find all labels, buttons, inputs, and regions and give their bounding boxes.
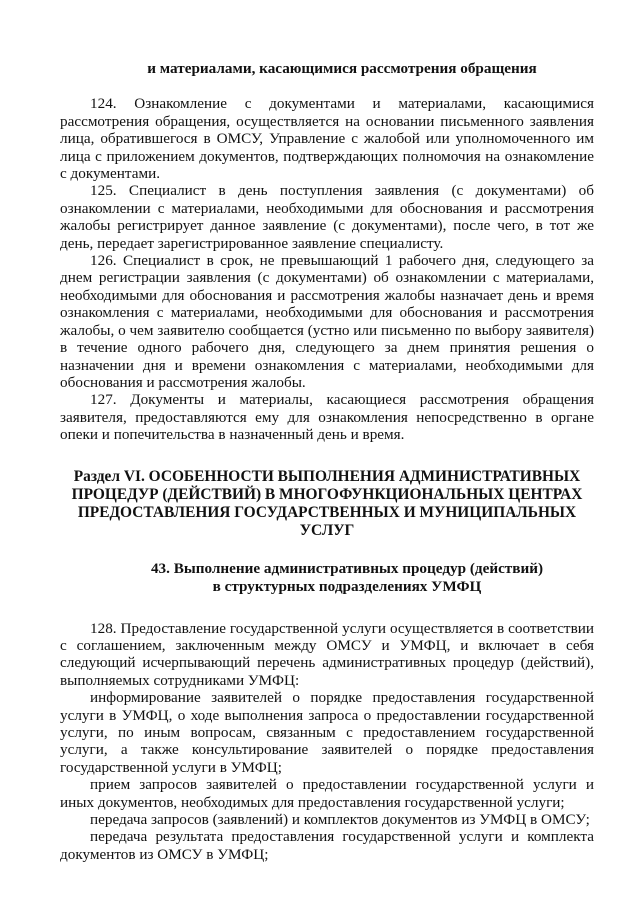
paragraph-124: 124. Ознакомление с документами и материалами, касающимися рассмотрения обращения, осуществляется на основании письменного заявления лица, обратившегося в ОМСУ, Управление с жалобой или уполномоченного им лица с приложением документов, подтверждающих полномочия на ознакомление с документами. (60, 95, 594, 183)
list-item: передача результата предоставления государственной услуги и комплекта документов из ОМСУ в УМФЦ; (60, 828, 594, 863)
section-title: Раздел VI. ОСОБЕННОСТИ ВЫПОЛНЕНИЯ АДМИНИСТРАТИВНЫХ ПРОЦЕДУР (ДЕЙСТВИЙ) В МНОГОФУНКЦИОНАЛЬНЫХ ЦЕНТРАХ ПРЕДОСТАВЛЕНИЯ ГОСУДАРСТВЕННЫХ И МУНИЦИПАЛЬНЫХ УСЛУГ (71, 467, 583, 539)
list-item: прием запросов заявителей о предоставлении государственной услуги и иных документов, необходимых для предоставления государственной услуги; (60, 776, 594, 811)
paragraph-126: 126. Специалист в срок, не превышающий 1 рабочего дня, следующего за днем регистрации заявления (с документами) об ознакомлении с материалами, необходимыми для обоснования и рассмотрения жалобы назначает день и время ознакомления с материалами, необходимыми для обоснования и рассмотрения жалобы, о чем заявителю сообщается (устно или письменно по выбору заявителя) в течение одного рабочего дня, следующего за днем принятия решения о назначении дня и времени ознакомления с материалами, необходимыми для обоснования и рассмотрения жалобы. (60, 252, 594, 391)
list-item: передача запросов (заявлений) и комплектов документов из УМФЦ в ОМСУ; (90, 811, 590, 828)
list-item: информирование заявителей о порядке предоставления государственной услуги в УМФЦ, о ходе выполнения запроса о предоставлении государственной услуги, по иным вопросам, связанным с предоставлением государственной услуги, а также консультирование заявителей о порядке предоставления государственной услуги в УМФЦ; (60, 689, 594, 776)
paragraph-127: 127. Документы и материалы, касающиеся рассмотрения обращения заявителя, предоставляются ему для ознакомления непосредственно в органе опеки и попечительства в назначенный день и время. (60, 391, 594, 444)
paragraph-125: 125. Специалист в день поступления заявления (с документами) об ознакомлении с материалами, необходимыми для обоснования и рассмотрения жалобы регистрирует данное заявление (с документами), после чего, в тот же день, передает зарегистрированное заявление специалисту. (60, 182, 594, 252)
heading-top: и материалами, касающимися рассмотрения обращения (147, 60, 537, 77)
subsection-title-line-1: 43. Выполнение административных процедур (действий) (150, 559, 544, 577)
subsection-title (100, 560, 594, 596)
subsection-title-line-2: в структурных подразделениях УМФЦ (212, 577, 482, 595)
paragraphs-block-a (60, 95, 594, 443)
paragraph-128: 128. Предоставление государственной услуги осуществляется в соответствии с соглашением, заключенным между ОМСУ и УМФЦ, и включает в себя следующий исчерпывающий перечень административных процедур (действий), выполняемых сотрудниками УМФЦ: (60, 619, 594, 689)
paragraphs-block-b (60, 620, 594, 864)
